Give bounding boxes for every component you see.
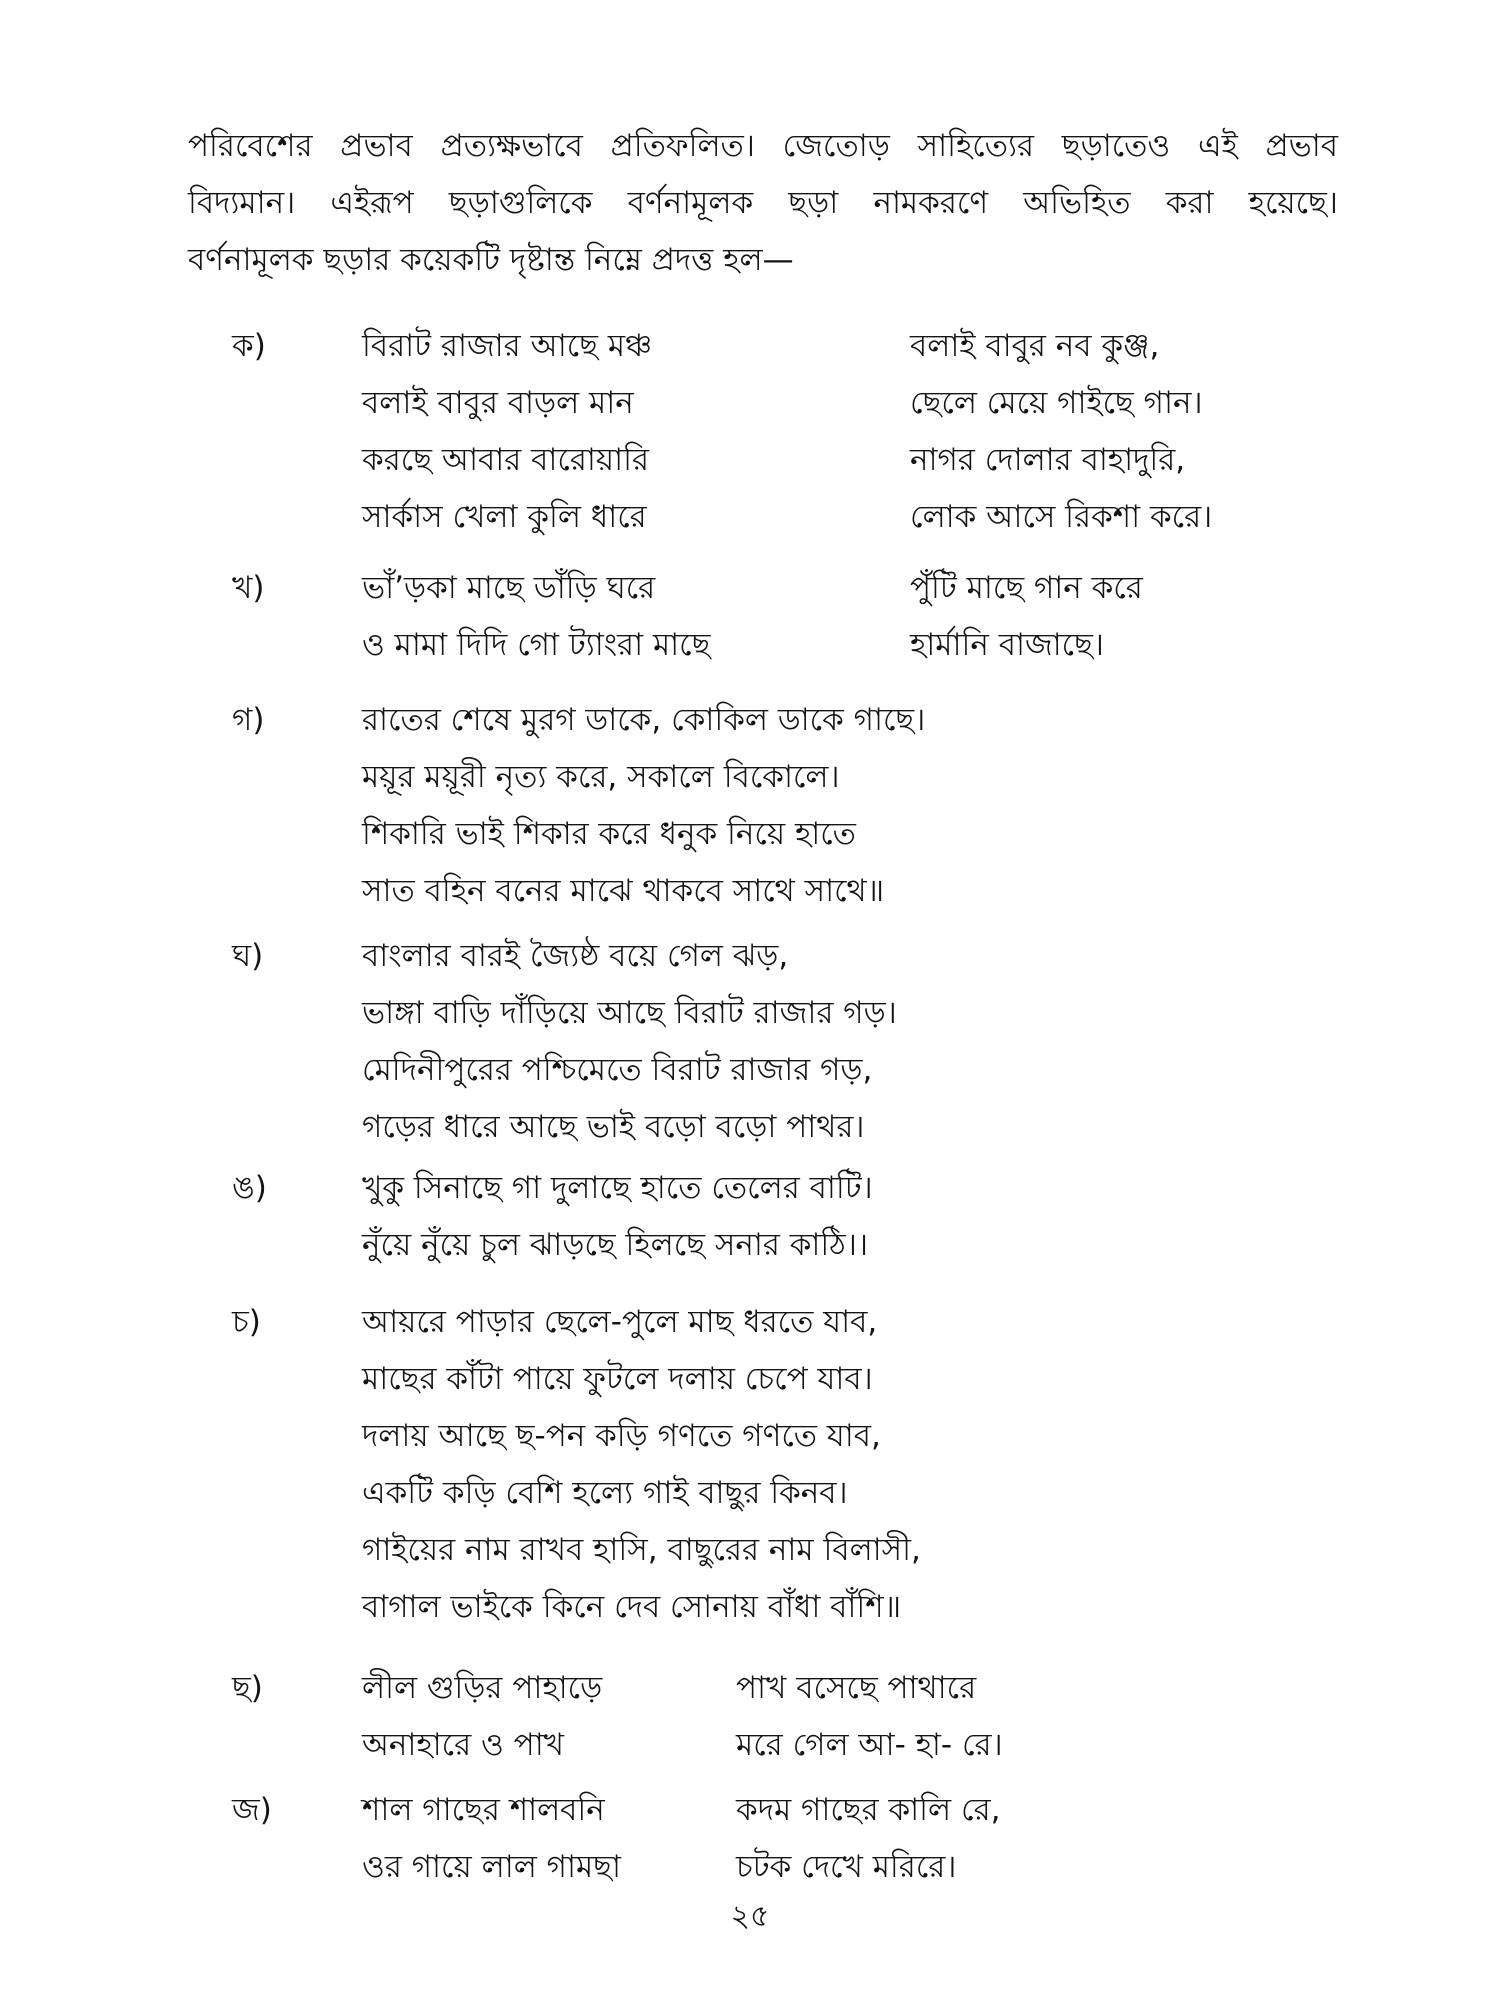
rhyme-line-second-half: পাখ বসেছে পাথারে bbox=[736, 1670, 977, 1706]
rhyme-line: একটি কড়ি বেশি হল্যে গাই বাছুর কিনব। bbox=[362, 1475, 848, 1511]
rhyme-line: ও মামা দিদি গো ট্যাংরা মাছে bbox=[362, 627, 711, 663]
intro-paragraph bbox=[188, 118, 1338, 289]
rhyme-line: বাগাল ভাইকে কিনে দেব সোনায় বাঁধা বাঁশি॥ bbox=[362, 1589, 902, 1625]
rhyme-line-second-half: ছেলে মেয়ে গাইছে গান। bbox=[910, 385, 1203, 421]
rhyme-label: ক) bbox=[232, 328, 266, 364]
rhyme-line: বলাই বাবুর বাড়ল মান bbox=[362, 385, 634, 421]
rhyme-line: খুকু সিনাছে গা দুলাছে হাতে তেলের বাটি। bbox=[362, 1170, 873, 1206]
rhyme-line: ওর গায়ে লাল গামছা bbox=[362, 1849, 621, 1885]
rhyme-line: সাত বহিন বনের মাঝে থাকবে সাথে সাথে॥ bbox=[362, 873, 885, 909]
rhyme-line-second-half: লোক আসে রিকশা করে। bbox=[910, 499, 1213, 535]
page-number: ২৫ bbox=[730, 1899, 770, 1934]
rhyme-line: মাছের কাঁটা পায়ে ফুটলে দলায় চেপে যাব। bbox=[362, 1361, 873, 1397]
rhyme-line: শাল গাছের শালবনি bbox=[362, 1792, 605, 1828]
rhyme-line: আয়রে পাড়ার ছেলে-পুলে মাছ ধরতে যাব, bbox=[362, 1304, 878, 1340]
rhyme-label: চ) bbox=[232, 1304, 261, 1340]
rhyme-line: গাইয়ের নাম রাখব হাসি, বাছুরের নাম বিলাসী, bbox=[362, 1532, 921, 1568]
rhyme-line: মেদিনীপুরের পশ্চিমেতে বিরাট রাজার গড়, bbox=[362, 1052, 873, 1088]
rhyme-line: বাংলার বারই জ্যৈষ্ঠ বয়ে গেল ঝড়, bbox=[362, 938, 789, 974]
rhyme-label: ঘ) bbox=[232, 938, 264, 974]
rhyme-line: গড়ের ধারে আছে ভাই বড়ো বড়ো পাথর। bbox=[362, 1109, 865, 1145]
rhyme-line: ভাঁ’ড়কা মাছে ডাঁড়ি ঘরে bbox=[362, 570, 656, 606]
rhyme-line-second-half: চটক দেখে মরিরে। bbox=[736, 1849, 957, 1885]
rhyme-line: বিরাট রাজার আছে মঞ্চ bbox=[362, 328, 653, 364]
rhyme-line: ভাঙ্গা বাড়ি দাঁড়িয়ে আছে বিরাট রাজার গড়। bbox=[362, 995, 897, 1031]
rhyme-line: করছে আবার বারোয়ারি bbox=[362, 442, 650, 478]
rhyme-label: খ) bbox=[232, 570, 265, 606]
rhyme-line: দলায় আছে ছ-পন কড়ি গণতে গণতে যাব, bbox=[362, 1418, 881, 1454]
rhyme-line: শিকারি ভাই শিকার করে ধনুক নিয়ে হাতে bbox=[362, 816, 856, 852]
rhyme-line-second-half: নাগর দোলার বাহাদুরি, bbox=[910, 442, 1186, 478]
intro-line: বিদ্যমান। এইরূপ ছড়াগুলিকে বর্ণনামূলক ছড়া নামকরণে অভিহিত করা হয়েছে। bbox=[188, 185, 1338, 221]
rhyme-line: লীল গুড়ির পাহাড়ে bbox=[362, 1670, 603, 1706]
rhyme-label: ছ) bbox=[232, 1670, 263, 1706]
rhyme-label: জ) bbox=[232, 1792, 272, 1828]
rhyme-label: গ) bbox=[232, 702, 265, 738]
rhyme-line-second-half: কদম গাছের কালি রে, bbox=[736, 1792, 1001, 1828]
rhyme-line: অনাহারে ও পাখ bbox=[362, 1727, 565, 1763]
rhyme-label: ঙ) bbox=[232, 1170, 267, 1206]
rhyme-line: সার্কাস খেলা কুলি ধারে bbox=[362, 499, 647, 535]
rhyme-line-second-half: হার্মানি বাজাছে। bbox=[910, 627, 1104, 663]
intro-line: বর্ণনামূলক ছড়ার কয়েকটি দৃষ্টান্ত নিম্নে প্রদত্ত হল— bbox=[188, 242, 794, 278]
rhyme-line-second-half: পুঁটি মাছে গান করে bbox=[910, 570, 1143, 606]
rhyme-line-second-half: বলাই বাবুর নব কুঞ্জ, bbox=[910, 328, 1160, 364]
rhyme-line: ময়ূর ময়ূরী নৃত্য করে, সকালে বিকোলে। bbox=[362, 759, 840, 795]
intro-line: পরিবেশের প্রভাব প্রত্যক্ষভাবে প্রতিফলিত। জেতোড় সাহিত্যের ছড়াতেও এই প্রভাব bbox=[188, 128, 1338, 164]
rhyme-line: নুঁয়ে নুঁয়ে চুল ঝাড়ছে হিলছে সনার কাঠি।। bbox=[362, 1227, 869, 1263]
rhyme-line: রাতের শেষে মুরগ ডাকে, কোকিল ডাকে গাছে। bbox=[362, 702, 926, 738]
rhyme-line-second-half: মরে গেল আ- হা- রে। bbox=[736, 1727, 1003, 1763]
